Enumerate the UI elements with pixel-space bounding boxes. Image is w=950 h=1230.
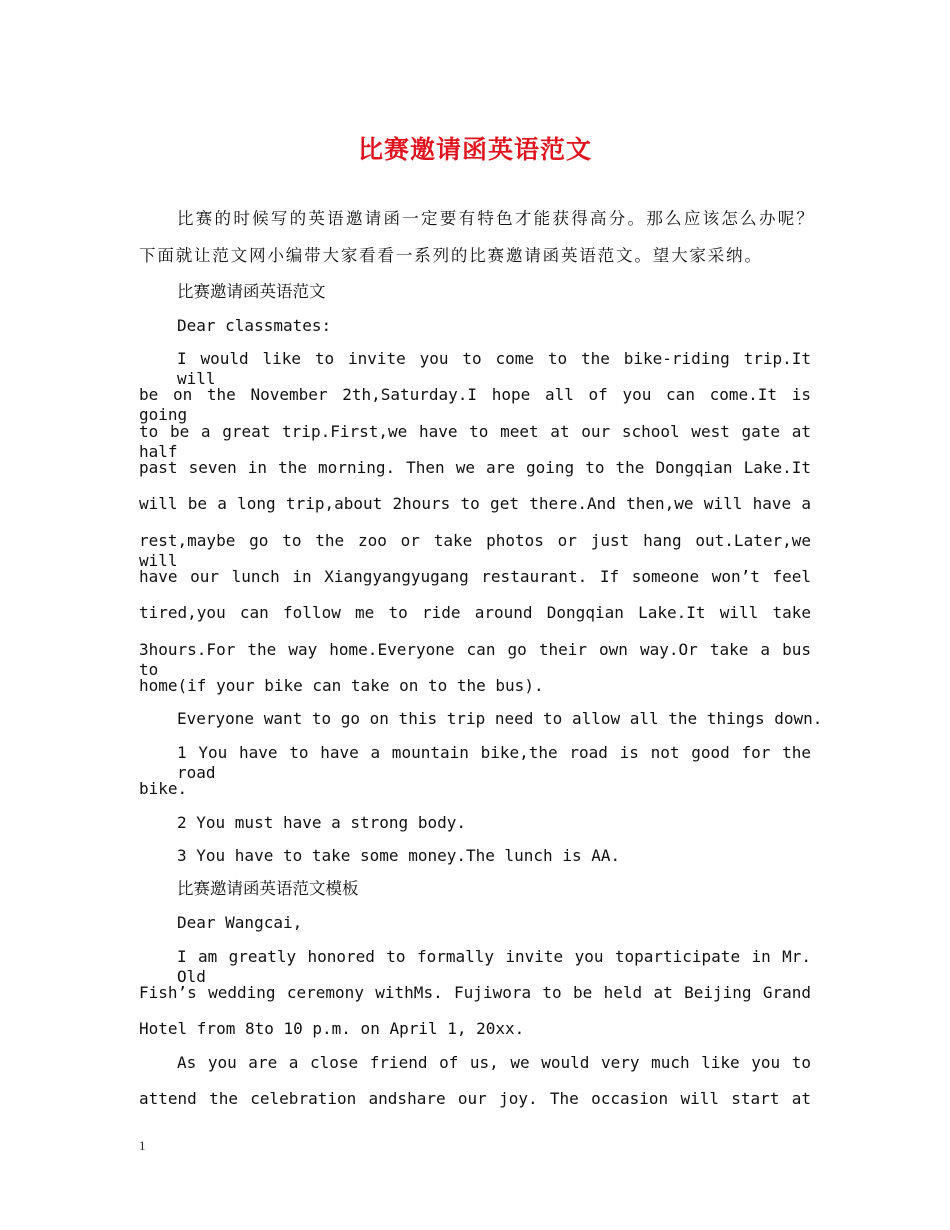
body-line: be on the November 2th,Saturday.I hope all of you can come.It is going [139,385,811,424]
page-number: 1 [139,1138,146,1153]
section-heading-1: 比赛邀请函英语范文 [177,282,326,301]
body-line: Everyone want to go on this trip need to allow all the things down. [177,709,823,728]
list-item-1-cont: bike. [139,779,188,798]
body-line: 3hours.For the way home.Everyone can go their own way.Or take a bus to [139,640,811,679]
body-line: Hotel from 8to 10 p.m. on April 1, 20xx. [139,1019,525,1038]
intro-line-2: 下面就让范文网小编带大家看看一系列的比赛邀请函英语范文。望大家采纳。 [139,246,761,265]
body-line: I am greatly honored to formally invite you toparticipate in Mr. Old [177,947,811,986]
list-item-1: 1 You have to have a mountain bike,the road is not good for the road [177,743,811,782]
body-line: attend the celebration andshare our joy. The occasion will start at [139,1089,811,1108]
body-line: tired,you can follow me to ride around Dongqian Lake.It will take [139,603,811,622]
body-line: Fish’s wedding ceremony withMs. Fujiwora to be held at Beijing Grand [139,983,811,1002]
intro-line-1: 比赛的时候写的英语邀请函一定要有特色才能获得高分。那么应该怎么办呢？ [177,209,813,228]
body-line: I would like to invite you to come to the bike-riding trip.It will [177,349,811,388]
salutation-2: Dear Wangcai, [177,913,303,932]
body-line: have our lunch in Xiangyangyugang restaurant. If someone won’t feel [139,567,811,586]
list-item-3: 3 You have to take some money.The lunch is AA. [177,846,621,865]
salutation-1: Dear classmates: [177,316,332,335]
body-line: to be a great trip.First,we have to meet at our school west gate at half [139,422,811,461]
body-line: past seven in the morning. Then we are going to the Dongqian Lake.It [139,458,811,477]
list-item-2: 2 You must have a strong body. [177,813,466,832]
body-line: As you are a close friend of us, we would very much like you to [177,1053,811,1072]
body-line: rest,maybe go to the zoo or take photos or just hang out.Later,we will [139,531,811,570]
body-line: will be a long trip,about 2hours to get there.And then,we will have a [139,494,811,513]
document-title: 比赛邀请函英语范文 [357,135,592,164]
section-heading-2: 比赛邀请函英语范文模板 [177,879,359,898]
body-line: home(if your bike can take on to the bus). [139,676,544,695]
